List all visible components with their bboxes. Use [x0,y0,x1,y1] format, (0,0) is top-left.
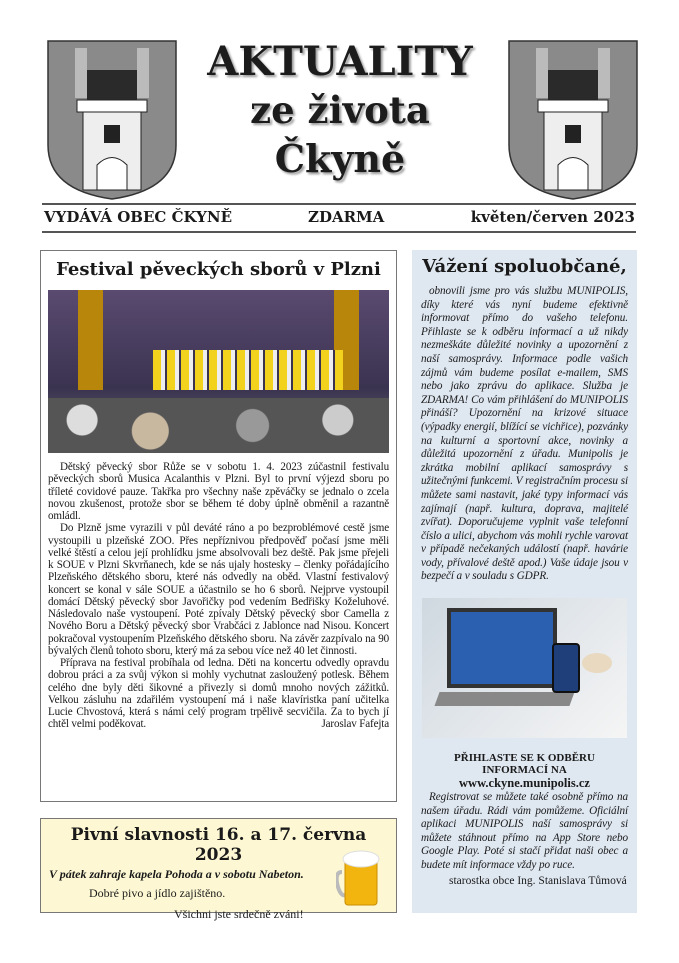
coat-of-arms-left [47,40,177,200]
author: Jaroslav Fafejta [321,718,389,731]
masthead-subtitle: ze života [250,88,430,132]
beer-festival-box [40,818,397,921]
beer-line1: V pátek zahraje kapela Pohoda a v sobotu Nabeton. [49,867,304,881]
beer-title: Pivní slavnosti 16. a 17. června 2023 [70,825,367,865]
masthead-title: AKTUALITY [207,38,473,85]
paragraph: Příprava na festival probíhala od ledna. Děti na koncertu odvedly opravdu dobrou práci a za svůj výkon si mohly vychutnat zasloužený potlesk. Během celého dne byly děti šikovné a přivezly si domů mnoho nových zážitků. Velkou zásluhu na zdařilém vystoupení má i naše klavíristka paní učitelka Lucie Chvostová, která s námi celý program trpělivě secvičila. Za to bych jí chtěl velmi poděkovat. Jaroslav Fafejta [48,657,389,731]
beer-line3: Všichni jste srdečně zváni! [174,907,304,921]
issue-date: květen/červen 2023 [470,208,635,226]
munipolis-link[interactable]: www.ckyne.munipolis.cz [459,776,590,791]
subscribe-heading: PŘIHLASTE SE K ODBĚRU INFORMACÍ NA [454,752,595,777]
beer-mug-icon [336,847,386,907]
masthead-town: Čkyně [274,136,406,181]
notice-title: Vážení spoluobčané, [422,256,627,277]
article-title: Festival pěveckých sborů v Plzni [56,259,381,280]
publisher: VYDÁVÁ OBEC ČKYNĚ [44,208,232,226]
paragraph: Do Plzně jsme vyrazili v půl deváté ráno a po bezproblémové cestě jsme vystoupili u plzeňské ZOO. Přes nepříznivou předpověď počasí jsme měli velké štěstí a celou její prohlídku jsme absolvovali bez deště. Pak jsme přejeli k SOUE v Plzni Skvrňanech, kde se nás ujaly hostesky – členky pořádajícího Plzeňského dětského sboru, které nás odvedly na oběd. Vlastní festivalový koncert se konal v sále SOUE a účastnilo se ho 6 sborů. Nejprve vystoupil domácí Dětský pěvecký sbor Javořičky pod vedením Bedřišky Koželuhové. Následovalo naše vystoupení. Poté zpívaly Dětský pěvecký sbor Camella z Nového Boru a Dětský pěvecký sbor Vrabčáci z Jablonce nad Nisou. Koncert pokračoval vystoupením Plzeňského dětského sboru. Na závěr zazpívalo na 90 bývalých členů tohoto sboru, který má za sebou více než 40 let činnosti. [48,522,389,657]
coat-of-arms-right [508,40,638,200]
divider [42,231,636,233]
beer-line2: Dobré pivo a jídlo zajištěno. [89,886,226,900]
munipolis-notice [412,250,637,913]
laptop-phone-photo [422,598,627,738]
notice-text: obnovili jsme pro vás službu MUNIPOLIS, díky které vás nyní budeme efektivně informovat přímo do vašeho telefonu. Přihlaste se k odběru informací a už nikdy nezmeškáte důležité novinky a upozornění z naší samosprávy. Informace podle vašich zájmů vám budeme posílat e-mailem, SMS nebo jako zprávu do aplikace. Služba je ZDARMA! Co vám přihlášení do MUNIPOLIS přináší? Upozornění na krizové situace (výpadky energií, blížící se vichřice), pozvánky na kulturní a sportovní akce, novinky a důležitá upozornění z úřadu. Munipolis je zkrátka mobilní aplikací samosprávy s užitečnými funkcemi. V registračním procesu si můžete sami nastavit, jaké typy informací vás zajímají (např. kultura, doprava, majitelé zvířat). Doporučujeme vyplnit vaše telefonní číslo a ulici, abychom vás mohli rychle varovat v případě nečekaných událostí (např. havárie vody, přívalové deště apod.) Vaše údaje jsou v bezpečí a v souladu s GDPR. [421,285,628,583]
notice-text-2: Registrovat se můžete také osobně přímo na našem úřadu. Rádi vám pomůžeme. Oficiální aplikaci MUNIPOLIS naší samosprávy si můžete stáhnout přímo na App Store nebo Google Play. Poté si stačí přidat naši obec a budete mít informace vždy po ruce. [421,791,628,872]
choir-photo [48,290,389,453]
divider [42,203,636,205]
paragraph: Dětský pěvecký sbor Růže se v sobotu 1. 4. 2023 zúčastnil festivalu pěveckých sborů Musica Acalanthis v Plzni. Byl to první výjezd sboru po tříleté covidové pauze. Takřka pro všechny naše zpěváčky se jednalo o zcela novou zkušenost, protože sbor se během té doby úplně obměnil a razantně omládl. [48,461,389,522]
signature: starostka obce Ing. Stanislava Tůmová [449,874,627,887]
price: ZDARMA [308,208,385,226]
article-festival [40,250,397,802]
